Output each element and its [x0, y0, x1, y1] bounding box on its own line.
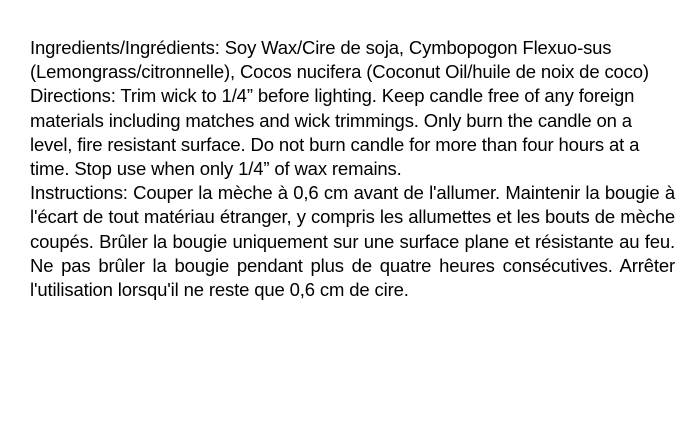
product-label — [30, 36, 675, 302]
directions-paragraph: Directions: Trim wick to 1/4” before lighting. Keep candle free of any foreign materials including matches and wick trimmings. Only burn the candle on a level, fire resistant surface. Do not burn candle for more than four hours at a time. Stop use when only 1/4” of wax remains. — [30, 85, 640, 180]
ingredients-paragraph: Ingredients/Ingrédients: Soy Wax/Cire de soja, Cymbopogon Flexuo-sus (Lemongrass/citronnelle), Cocos nucifera (Coconut Oil/huile de noix de coco) — [30, 37, 649, 83]
instructions-paragraph: Instructions: Couper la mèche à 0,6 cm avant de l'allumer. Maintenir la bougie à l'écart de tout matériau étranger, y compris les allumettes et les bouts de mèche coupés. Brûler la bougie uniquement sur une surface plane et résistante au feu. Ne pas brûler la bougie pendant plus de quatre heures consécutives. Arrêter l'utilisation lorsqu'il ne reste que 0,6 cm de cire. — [30, 182, 675, 301]
